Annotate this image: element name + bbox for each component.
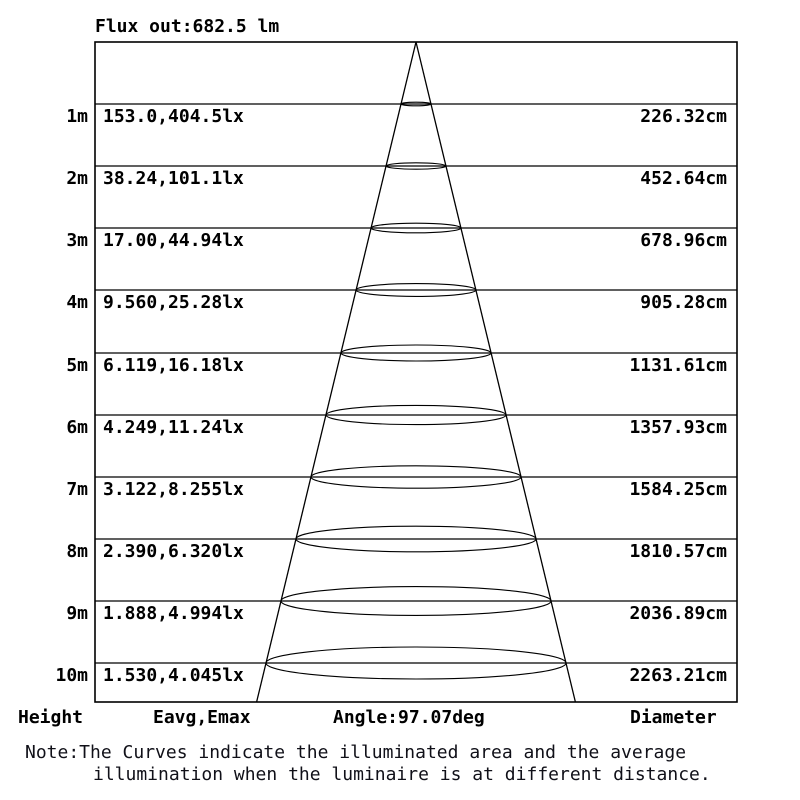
row-eavg-emax-value: 4.249,11.24lx	[103, 417, 244, 438]
row-eavg-emax-value: 2.390,6.320lx	[103, 541, 244, 562]
row-height-label: 3m	[66, 230, 88, 251]
row-height-label: 9m	[66, 603, 88, 624]
row-eavg-emax-value: 1.530,4.045lx	[103, 665, 244, 686]
beam-ellipses	[266, 102, 566, 679]
footer-beam-angle-label: Angle:97.07deg	[333, 707, 485, 728]
row-eavg-emax-value: 17.00,44.94lx	[103, 230, 244, 251]
footer-diameter-label: Diameter	[630, 707, 717, 728]
footer-eavg-emax-label: Eavg,Emax	[153, 707, 251, 728]
row-diameter-value: 1810.57cm	[629, 541, 727, 562]
note-line-1: Note:The Curves indicate the illuminated area and the average	[25, 742, 687, 763]
row-diameter-value: 452.64cm	[640, 168, 727, 189]
row-eavg-emax-value: 153.0,404.5lx	[103, 106, 244, 127]
note-line-2: illumination when the luminaire is at different distance.	[93, 764, 711, 785]
flux-output-title: Flux out:682.5 lm	[95, 16, 280, 37]
row-eavg-emax-value: 9.560,25.28lx	[103, 292, 244, 313]
row-height-label: 6m	[66, 417, 88, 438]
row-eavg-emax-value: 38.24,101.1lx	[103, 168, 244, 189]
row-diameter-value: 678.96cm	[640, 230, 727, 251]
row-diameter-value: 2263.21cm	[629, 665, 727, 686]
row-eavg-emax-value: 3.122,8.255lx	[103, 479, 244, 500]
row-height-label: 2m	[66, 168, 88, 189]
row-diameter-value: 1584.25cm	[629, 479, 727, 500]
row-height-label: 5m	[66, 355, 88, 376]
row-diameter-value: 1131.61cm	[629, 355, 727, 376]
row-height-label: 7m	[66, 479, 88, 500]
footer-height-label: Height	[18, 707, 84, 728]
row-diameter-value: 905.28cm	[640, 292, 727, 313]
row-height-label: 10m	[55, 665, 88, 686]
row-diameter-value: 1357.93cm	[629, 417, 727, 438]
row-height-label: 1m	[66, 106, 88, 127]
row-eavg-emax-value: 6.119,16.18lx	[103, 355, 244, 376]
row-diameter-value: 226.32cm	[640, 106, 727, 127]
cone-left-line	[257, 42, 416, 702]
row-diameter-value: 2036.89cm	[629, 603, 727, 624]
row-eavg-emax-value: 1.888,4.994lx	[103, 603, 244, 624]
row-height-label: 8m	[66, 541, 88, 562]
row-height-label: 4m	[66, 292, 88, 313]
